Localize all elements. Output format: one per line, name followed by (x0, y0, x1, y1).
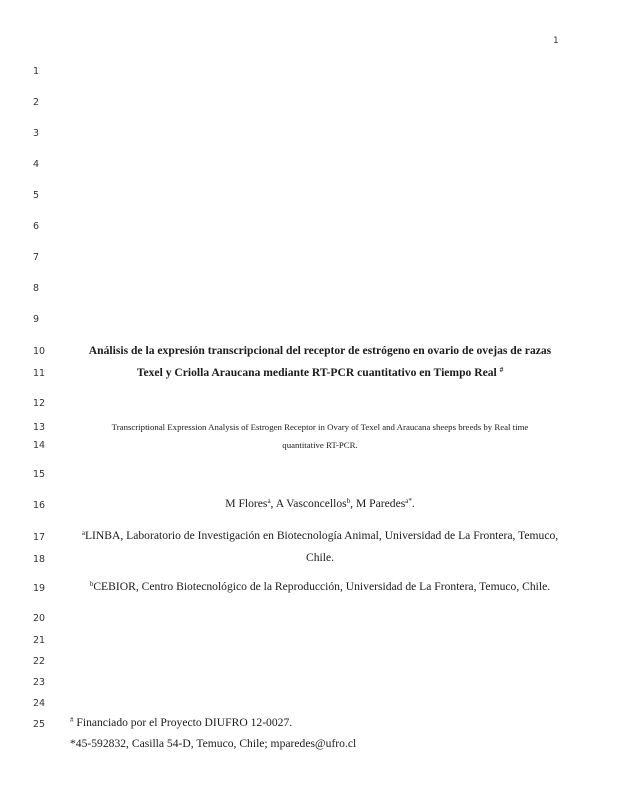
line-number: 12 (33, 398, 46, 409)
english-title-line-1: Transcriptional Expression Analysis of Estrogen Receptor in Ovary of Texel and Araucana sheeps breeds by Real time (111, 422, 529, 432)
funding-mark: # (499, 366, 504, 374)
affiliation-text: LINBA, Laboratorio de Investigación en Biotecnología Animal, Universidad de La Frontera, Temuco, (84, 529, 559, 542)
line-number: 9 (33, 314, 40, 325)
line-number: 5 (33, 190, 40, 201)
affiliation-mark: a (81, 529, 85, 537)
line-number: 24 (33, 698, 46, 709)
line-number: 6 (33, 221, 40, 232)
line-number: 14 (33, 440, 46, 451)
author-separator: , (350, 497, 356, 510)
line-number: 17 (33, 532, 46, 543)
paper-title-text: Texel y Criolla Araucana mediante RT-PCR cuantitativo en Tiempo Real (136, 366, 497, 379)
line-number: 22 (33, 656, 46, 667)
author-name: M Paredes (355, 497, 406, 510)
line-number: 10 (33, 346, 46, 357)
line-number: 11 (33, 368, 46, 379)
footnote-funding (70, 716, 292, 729)
line-number: 25 (33, 719, 46, 730)
footnote-text: Financiado por el Proyecto DIUFRO 12-0027. (73, 716, 293, 729)
affiliation-a-line-1 (60, 529, 580, 542)
paper-title-line-1: Análisis de la expresión transcripcional del receptor de estrógeno en ovario de ovejas de razas (88, 344, 552, 357)
page-number: 1 (553, 36, 559, 46)
line-number: 16 (33, 500, 46, 511)
line-number: 18 (33, 554, 46, 565)
line-number: 8 (33, 283, 40, 294)
line-number: 4 (33, 159, 40, 170)
line-number: 15 (33, 469, 46, 480)
footnote-mark: # (70, 716, 74, 724)
affiliation-b (60, 580, 580, 593)
line-number: 2 (33, 97, 40, 108)
author-affiliation-mark: a* (405, 497, 412, 505)
author-separator: , (270, 497, 276, 510)
author-name: A Vasconcellos (275, 497, 347, 510)
line-number: 13 (33, 422, 46, 433)
author-list (60, 497, 580, 510)
affiliation-mark: b (89, 580, 94, 588)
footnote-text: *45-592832, Casilla 54-D, Temuco, Chile; mparedes@ufro.cl (70, 737, 357, 750)
line-number: 7 (33, 252, 40, 263)
affiliation-text: CEBIOR, Centro Biotecnológico de la Reproducción, Universidad de La Frontera, Temuco, Chile. (93, 580, 551, 593)
line-number: 3 (33, 128, 40, 139)
author-affiliation-mark: b (346, 497, 351, 505)
line-number: 23 (33, 677, 46, 688)
footnote-contact (70, 737, 356, 750)
line-number: 19 (33, 583, 46, 594)
author-affiliation-mark: a (267, 497, 271, 505)
paper-title-line-2 (60, 366, 580, 379)
author-separator: . (411, 497, 415, 510)
line-number: 1 (33, 66, 40, 77)
affiliation-a-line-2: Chile. (305, 551, 335, 564)
line-number: 21 (33, 635, 46, 646)
author-name: M Flores (225, 497, 268, 510)
line-number: 20 (33, 613, 46, 624)
english-title-line-2: quantitative RT-PCR. (282, 440, 358, 450)
